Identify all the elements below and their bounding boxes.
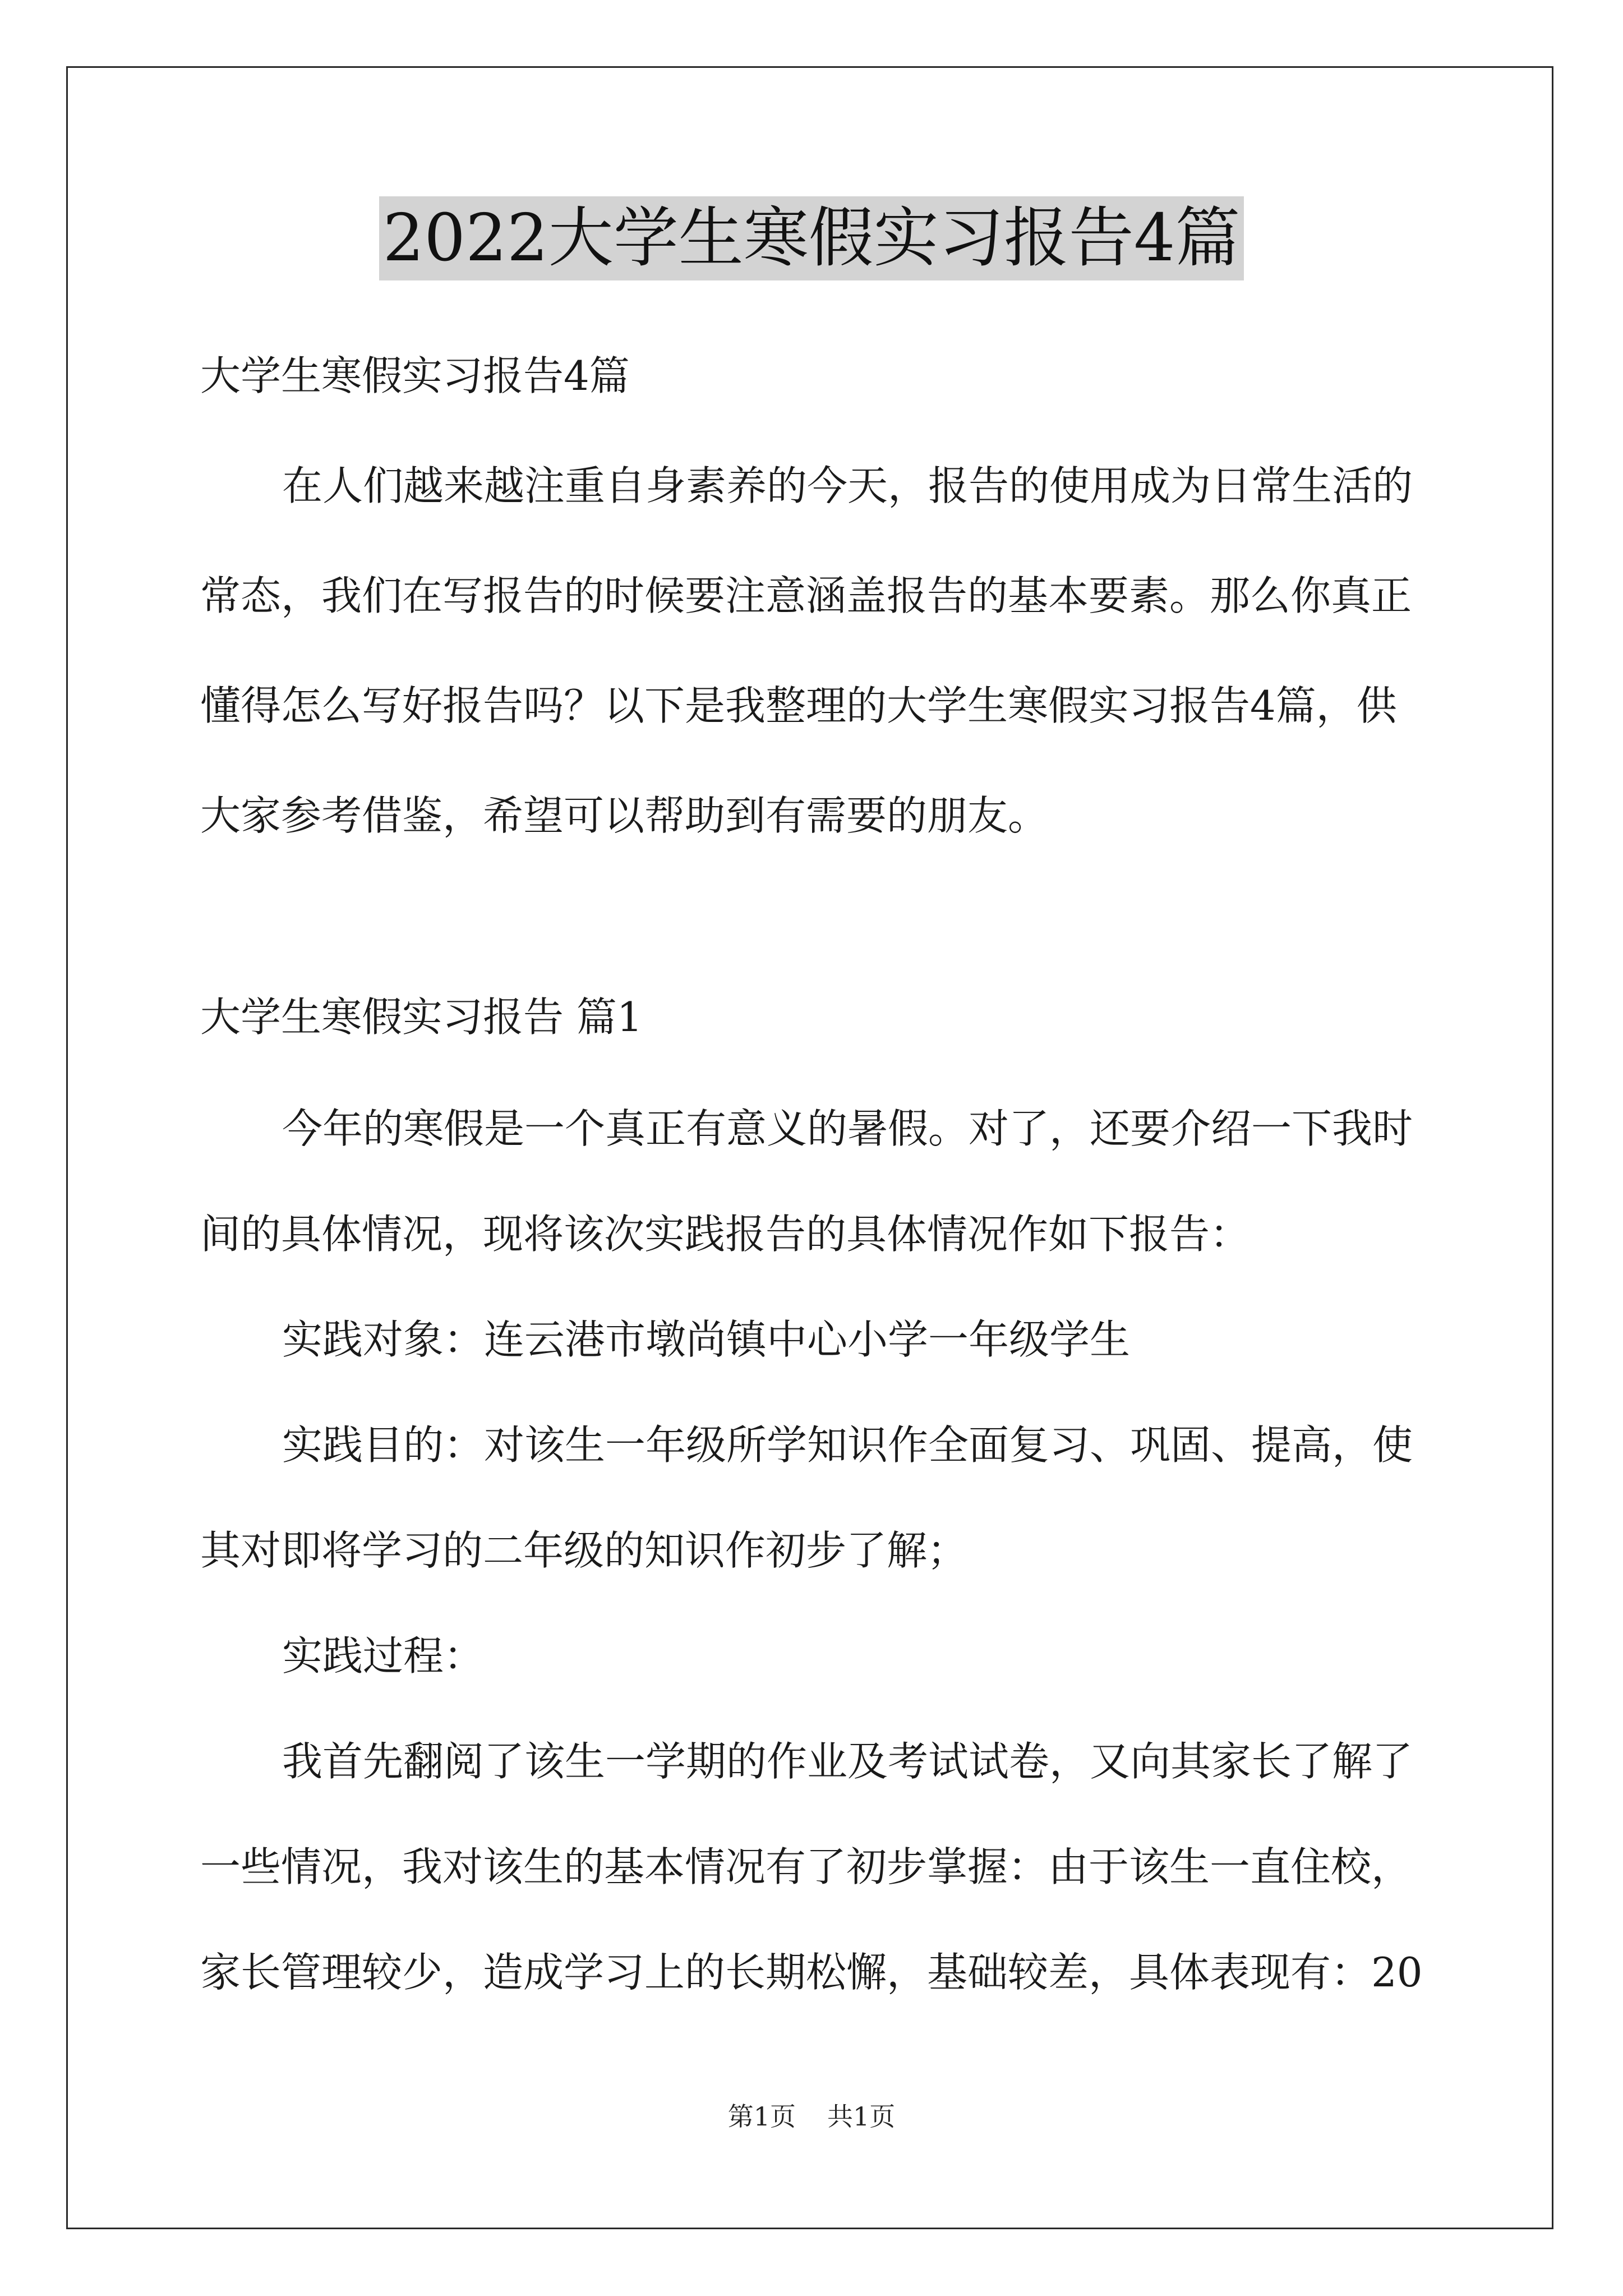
intro-line: 大家参考借鉴，希望可以帮助到有需要的朋友。 xyxy=(200,792,1049,839)
body-line: 实践过程： xyxy=(282,1632,485,1680)
body-line: 我首先翻阅了该生一学期的作业及考试试卷，又向其家长了解了 xyxy=(282,1738,1413,1785)
page-footer xyxy=(0,2100,1623,2133)
body-line: 实践对象：连云港市墩尚镇中心小学一年级学生 xyxy=(282,1316,1131,1363)
section-heading: 大学生寒假实习报告 篇1 xyxy=(200,993,643,1041)
subtitle: 大学生寒假实习报告4篇 xyxy=(200,352,630,399)
body-line: 间的具体情况，现将该次实践报告的具体情况作如下报告： xyxy=(200,1211,1251,1258)
intro-line: 常态，我们在写报告的时候要注意涵盖报告的基本要素。那么你真正 xyxy=(200,572,1412,619)
body-line: 今年的寒假是一个真正有意义的暑假。对了，还要介绍一下我时 xyxy=(282,1105,1413,1152)
intro-line: 在人们越来越注重自身素养的今天，报告的使用成为日常生活的 xyxy=(282,462,1413,509)
page-count: 共1页 xyxy=(827,2101,896,2132)
body-line: 实践目的：对该生一年级所学知识作全面复习、巩固、提高，使 xyxy=(282,1421,1413,1469)
document-title: 2022大学生寒假实习报告4篇 xyxy=(379,196,1243,280)
page-number: 第1页 xyxy=(727,2101,796,2132)
body-line: 其对即将学习的二年级的知识作初步了解； xyxy=(200,1527,968,1574)
title-container xyxy=(0,196,1623,280)
intro-line: 懂得怎么写好报告吗？以下是我整理的大学生寒假实习报告4篇，供 xyxy=(200,682,1397,729)
body-line: 一些情况，我对该生的基本情况有了初步掌握：由于该生一直住校， xyxy=(200,1843,1412,1890)
body-line: 家长管理较少，造成学习上的长期松懈，基础较差，具体表现有：20 xyxy=(200,1949,1423,1996)
